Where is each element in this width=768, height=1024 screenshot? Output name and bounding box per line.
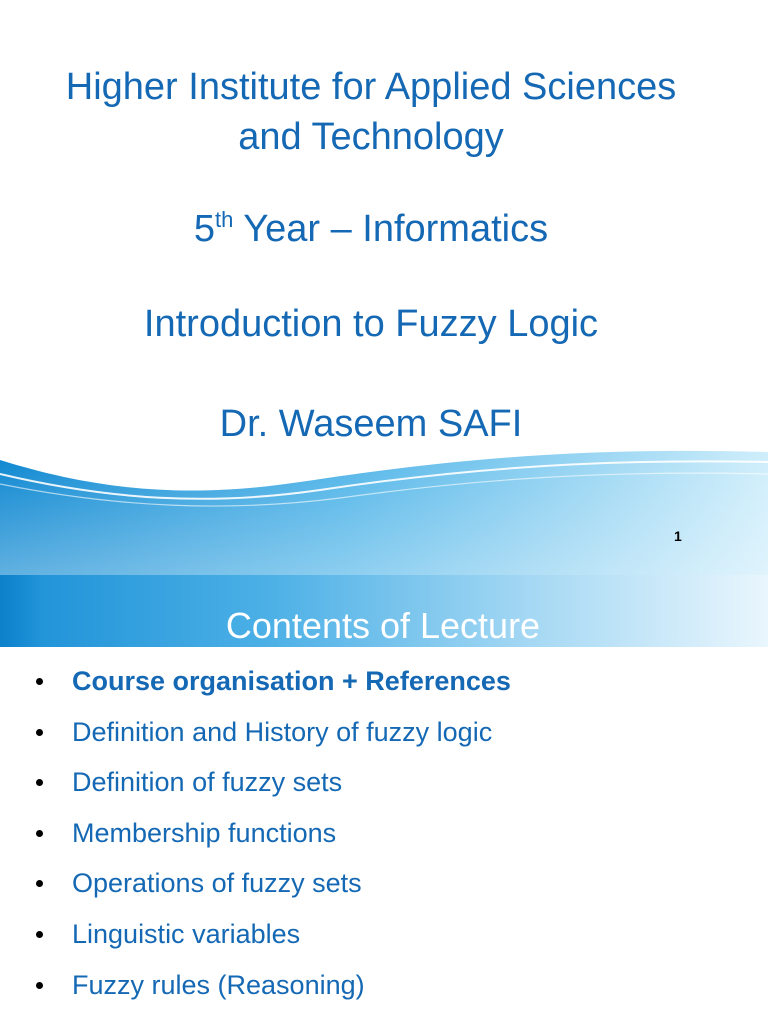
list-item-label: Definition of fuzzy sets	[72, 767, 343, 798]
year-suffix: th	[215, 207, 234, 232]
list-item	[36, 714, 756, 765]
list-item	[36, 764, 756, 815]
bullet-icon	[36, 931, 43, 938]
bullet-icon	[36, 729, 43, 736]
bullet-icon	[36, 779, 43, 786]
bullet-icon	[36, 880, 43, 887]
page-number: 1	[674, 528, 682, 544]
author-name: Dr. Waseem SAFI	[219, 403, 523, 445]
institute-name-line1: Higher Institute for Applied Sciences	[65, 66, 677, 108]
contents-slide	[0, 575, 768, 1024]
bullet-icon	[36, 982, 43, 989]
list-item-label: Course organisation + References	[72, 666, 511, 696]
title-block	[0, 62, 742, 449]
list-item	[36, 967, 756, 1018]
contents-list	[36, 663, 756, 1017]
list-item-label: Membership functions	[72, 817, 337, 848]
list-item	[36, 916, 756, 967]
year-label: Year – Informatics	[233, 208, 549, 250]
year-number: 5	[193, 208, 216, 250]
blue-wave-decoration	[0, 440, 768, 575]
list-item-label: Fuzzy rules (Reasoning)	[72, 969, 365, 1000]
list-item-label: Definition and History of fuzzy logic	[72, 716, 493, 747]
list-item	[36, 663, 756, 714]
course-title: Introduction to Fuzzy Logic	[143, 303, 599, 345]
list-item	[36, 815, 756, 866]
list-item-label: Linguistic variables	[72, 918, 301, 949]
contents-heading: Contents of Lecture	[225, 605, 541, 646]
bullet-icon	[36, 678, 43, 685]
institute-name-line2: and Technology	[238, 116, 504, 158]
list-item	[36, 865, 756, 916]
bullet-icon	[36, 830, 43, 837]
year-program	[0, 204, 742, 254]
list-item-label: Operations of fuzzy sets	[72, 868, 362, 899]
